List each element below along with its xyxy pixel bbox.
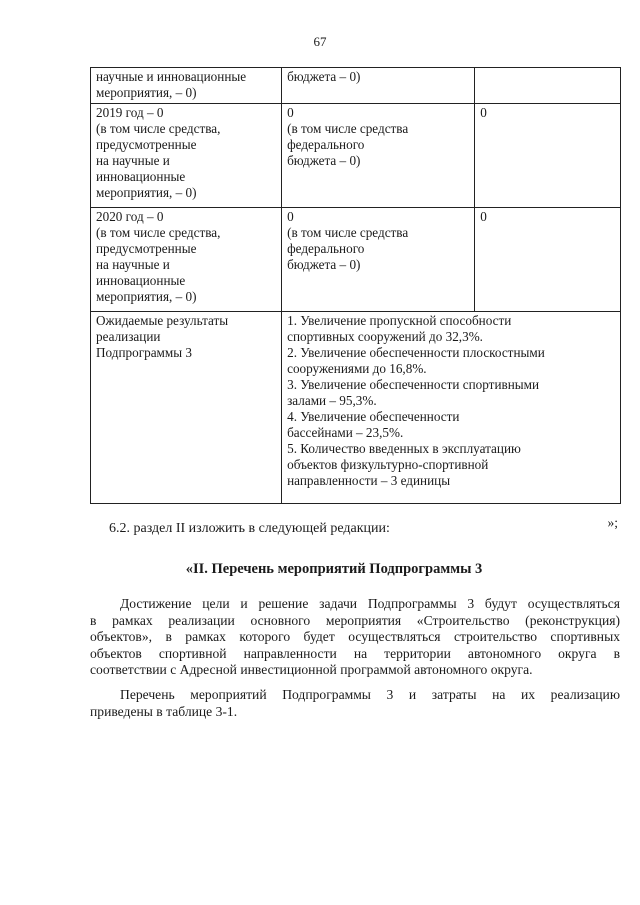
cell-text: бассейнами – 23,5%. [287,425,404,440]
paragraph-line: объектов», в рамках которого будет осуществляться строительство спортивных [90,629,620,644]
cell-text: залами – 95,3%. [287,393,377,408]
paragraph-line: приведены в таблице 3-1. [90,703,238,719]
cell-text: мероприятия, – 0) [96,289,197,304]
cell-text: направленности – 3 единицы [287,473,451,488]
table-row [91,104,621,208]
cell-text: 2019 год – 0 [96,105,164,120]
cell-text: 4. Увеличение обеспеченности [287,409,460,424]
table-cell-extra [475,68,621,104]
table-cell-label [91,104,282,208]
cell-text: бюджета – 0) [287,257,361,272]
cell-text: (в том числе средства, [96,225,221,240]
paragraph-achievement [90,596,620,679]
table-row [91,68,621,104]
table-cell-results [282,312,621,504]
cell-text: на научные и [96,153,170,168]
table-cell-total [282,104,475,208]
cell-text: 5. Количество введенных в эксплуатацию [287,441,521,456]
cell-text: реализации [96,329,161,344]
paragraph-line: в рамках реализации основного мероприятия «Строительство (реконструкция) [90,612,620,628]
section-heading: «II. Перечень мероприятий Подпрограммы 3 [185,561,483,577]
cell-text: (в том числе средства [287,121,409,136]
cell-text: бюджета – 0) [287,69,361,84]
cell-text: инновационные [96,273,186,288]
cell-text: объектов физкультурно-спортивной [287,457,489,472]
paragraph-line: Достижение цели и решение задачи Подпрограммы 3 будут осуществляться [120,596,620,611]
paragraph-line: объектов спортивной направленности на территории автономного округа в [90,645,620,661]
cell-text: бюджета – 0) [287,153,361,168]
table-cell-extra [475,208,621,312]
table-cell-extra [475,104,621,208]
cell-text: федерального [287,241,365,256]
paragraph-list-reference [90,687,620,720]
paragraph-line: Перечень мероприятий Подпрограммы 3 и затраты на их реализацию [120,687,620,702]
cell-text: (в том числе средства [287,225,409,240]
section-instruction: 6.2. раздел II изложить в следующей редакции: [109,521,390,536]
cell-text: 1. Увеличение пропускной способности [287,313,512,328]
cell-text: 3. Увеличение обеспеченности спортивными [287,377,540,392]
table-cell-total [282,68,475,104]
cell-text: мероприятия, – 0) [96,85,197,100]
cell-text: научные и инновационные [96,69,247,84]
cell-text: 0 [480,209,487,224]
cell-text: 0 [480,105,487,120]
cell-text: Ожидаемые результаты [96,313,229,328]
cell-text: сооружениями до 16,8%. [287,361,427,376]
table-row [91,312,621,504]
cell-text: федерального [287,137,365,152]
table-cell-label [91,68,282,104]
cell-text: на научные и [96,257,170,272]
cell-text: 0 [287,209,294,224]
page-number: 67 [313,34,327,49]
closing-quote: »; [607,515,618,530]
cell-text: спортивных сооружений до 32,3%. [287,329,483,344]
table-cell-total [282,208,475,312]
cell-text: предусмотренные [96,241,197,256]
cell-text: 2020 год – 0 [96,209,164,224]
cell-text: предусмотренные [96,137,197,152]
cell-text: мероприятия, – 0) [96,185,197,200]
table-row [91,208,621,312]
paragraph-line: соответствии с Адресной инвестиционной программой автономного округа. [90,662,533,677]
cell-text: 0 [287,105,294,120]
cell-text: (в том числе средства, [96,121,221,136]
table-cell-label [91,312,282,504]
cell-text: 2. Увеличение обеспеченности плоскостными [287,345,545,360]
table-cell-label [91,208,282,312]
cell-text: инновационные [96,169,186,184]
passport-table [90,67,621,504]
cell-text: Подпрограммы 3 [96,345,192,360]
